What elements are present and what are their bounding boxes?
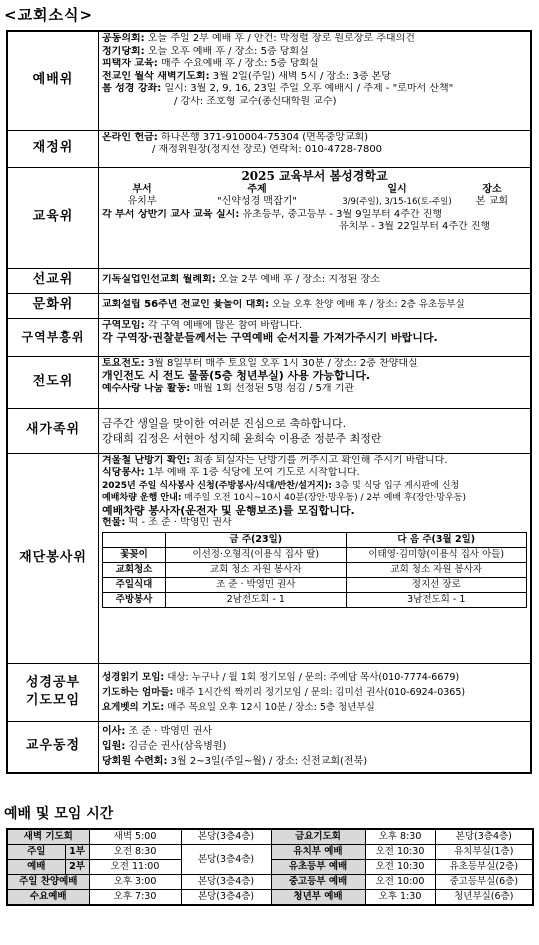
news-line: 당회원 수련회: 3월 2~3일(주일~월) / 장소: 신전교회(전북) (102, 756, 368, 768)
news-line: / 재정위원장(정지선 장로) 연락처: 010-4728-7800 (152, 144, 383, 156)
section-worship (7, 31, 531, 130)
section-finance (7, 130, 531, 167)
table-row: 꽃꽂이 이선정·오형직(이용식 집사 딸) 이태영·김미향(이용식 집사 아들) (103, 548, 527, 563)
service-schedule-table (102, 532, 527, 608)
table-row: 주일 1부 오전 8:30 본당(3층4층) 유치부 예배 오전 10:30 유치부실(1층) (7, 845, 533, 860)
section-members (7, 721, 531, 773)
section-mission (7, 268, 531, 293)
news-line: 피택자 교육: 매주 수요예배 후 / 장소: 5층 당회실 (102, 58, 319, 70)
table-row: 수요예배 오후 7:30 본당(3층4층) 청년부 예배 오후 1:30 청년부실(6층) (7, 890, 533, 906)
news-line: 헌물: 떡 - 조 준 · 박영민 권사 (102, 517, 232, 529)
news-line: 이사: 조 준 · 박영민 권사 (102, 726, 213, 738)
section-label: 예배위 (7, 31, 99, 130)
table-row: 주방봉사 2남전도회 - 1 3남전도회 - 1 (103, 593, 527, 608)
news-line: 교회설립 56주년 전교인 윷놀이 대회: 오늘 오후 찬양 예배 후 / 장소: 2층 유초등부실 (102, 299, 465, 311)
section-content (99, 167, 532, 268)
news-line: 성경읽기 모임: 대상: 누구나 / 월 1회 정기모임 / 문의: 주예담 목사(010-7774-6679) (102, 671, 460, 683)
news-line: 유치부 - 3월 22일부터 4주간 진행 (339, 221, 491, 233)
section-content (99, 31, 532, 130)
section-label: 새가족위 (7, 408, 99, 453)
news-line: 겨울철 난방기 확인: 최종 퇴실자는 난방기를 꺼주시고 확인해 주시기 바랍니다. (102, 454, 448, 466)
news-line: 각 구역장·권찰분들께서는 구역예배 순서지를 가져가주시기 바랍니다. (102, 332, 438, 345)
section-content (99, 318, 532, 356)
section-bible (7, 663, 531, 721)
section-content (99, 408, 532, 453)
section-label: 교육위 (7, 167, 99, 268)
section-label: 성경공부 기도모임 (7, 663, 99, 721)
church-news-table (6, 30, 532, 774)
news-line: 개인전도 시 전도 물품(5층 청년부실) 사용 가능합니다. (102, 370, 371, 383)
section-content (99, 356, 532, 408)
table-row: 주일 찬양예배 오후 3:00 본당(3층4층) 중고등부 예배 오전 10:00 중고등부실(6층) (7, 875, 533, 890)
news-line: 각 부서 상반기 교사 교육 실시: 유초등부, 중고등부 - 3월 9일부터 4주간 진행 (102, 208, 443, 220)
times-heading: 예배 및 모임 시간 (4, 806, 114, 822)
news-heading: <교회소식> (4, 6, 94, 24)
news-line: 예수사랑 나눔 활동: 매월 1회 선정된 5명 섬김 / 5개 기관 (102, 382, 355, 394)
section-label: 선교위 (7, 268, 99, 293)
news-line: 공동의회: 오늘 주일 2부 예배 후 / 안건: 박정렬 장로 원로장로 추대의건 (102, 33, 415, 44)
section-label: 구역부흥위 (7, 318, 99, 356)
news-line: 요게벳의 기도: 매주 목요일 오후 12시 10분 / 장소: 5층 청년부실 (102, 701, 375, 713)
section-content (99, 721, 532, 773)
education-data-row: 유치부 "신약성경 맥잡기" 3/9(주일), 3/15-16(토-주일) 본 교회 (127, 196, 509, 208)
section-content (99, 130, 532, 167)
table-row: 예배 2부 오전 11:00 유초등부 예배 오전 10:30 유초등부실(2층) (7, 860, 533, 875)
section-content (99, 268, 532, 293)
section-label: 문화위 (7, 293, 99, 318)
news-line: 구역모임: 각 구역 예배에 많은 참여 바랍니다. (102, 319, 303, 331)
section-label: 재단봉사위 (7, 453, 99, 663)
news-line: 2025년 주일 식사봉사 신청(주방봉사/식대/반찬/설거지): 3층 및 식당 입구 게시판에 신청 (102, 480, 460, 491)
news-line: 식당봉사: 1부 예배 후 1층 식당에 모여 기도로 시작합니다. (102, 467, 360, 479)
news-line: 예배차량 운행 안내: 매주일 오전 10시~10시 40분(장안·망우동) / 2부 예배 후(장안·망우동) (102, 493, 467, 504)
table-row: 주일식대 조 준 · 박영민 권사 정지선 장로 (103, 578, 527, 593)
section-culture (7, 293, 531, 318)
news-line: 토요전도: 3월 8일부터 매주 토요일 오후 1시 30분 / 장소: 2층 찬양대실 (102, 357, 418, 369)
table-row: 새벽 기도회 새벽 5:00 본당(3층4층) 금요기도회 오후 8:30 본당(3층4층) (7, 829, 533, 845)
section-content (99, 453, 532, 663)
news-line: 입원: 김금순 권사(삼육병원) (102, 741, 227, 753)
section-content (99, 293, 532, 318)
news-line: 봄 성경 강좌: 일시: 3월 2, 9, 16, 23일 주일 오후 예배시 / 주제 - "로마서 산책" (102, 83, 454, 95)
section-service (7, 453, 531, 663)
news-line: 기도하는 엄마들: 매주 1시간씩 짝끼리 정기모임 / 문의: 김미선 권사(010-6924-0365) (102, 686, 466, 698)
news-line: 금주간 생일을 맞이한 여러분 진심으로 축하합니다. (102, 416, 347, 430)
news-line: 온라인 헌금: 하나은행 371-910004-75304 (면목중앙교회) (102, 131, 369, 143)
section-evangelism (7, 356, 531, 408)
news-line: 예배차량 봉사자(운전자 및 운행보조)를 모집합니다. (102, 504, 355, 517)
section-label: 재정위 (7, 130, 99, 167)
news-line: 전교인 월삭 새벽기도회: 3월 2일(주일) 새벽 5시 / 장소: 3층 본당 (102, 70, 391, 82)
section-content (99, 663, 532, 721)
section-education (7, 167, 531, 268)
section-newfamily (7, 408, 531, 453)
news-line: 기독실업인선교회 월례회: 오늘 2부 예배 후 / 장소: 지정된 장소 (102, 274, 380, 286)
news-line: 강태희 김정은 서현아 성지혜 윤희숙 이용준 정분주 최정란 (102, 431, 382, 445)
section-label: 교우동정 (7, 721, 99, 773)
table-row: 금 주(23일) 다 음 주(3월 2일) (103, 533, 527, 548)
section-district (7, 318, 531, 356)
news-line: / 강사: 조호형 교수(총신대학원 교수) (174, 95, 337, 107)
table-row: 교회청소 교회 청소 자원 봉사자 교회 청소 자원 봉사자 (103, 563, 527, 578)
section-label: 전도위 (7, 356, 99, 408)
service-times-table (6, 828, 534, 906)
education-header-row: 부서 주제 일시 장소 (132, 183, 502, 195)
news-line: 정기당회: 오늘 오후 예배 후 / 장소: 5층 당회실 (102, 45, 309, 57)
education-title: 2025 교육부서 봄성경학교 (241, 168, 388, 183)
